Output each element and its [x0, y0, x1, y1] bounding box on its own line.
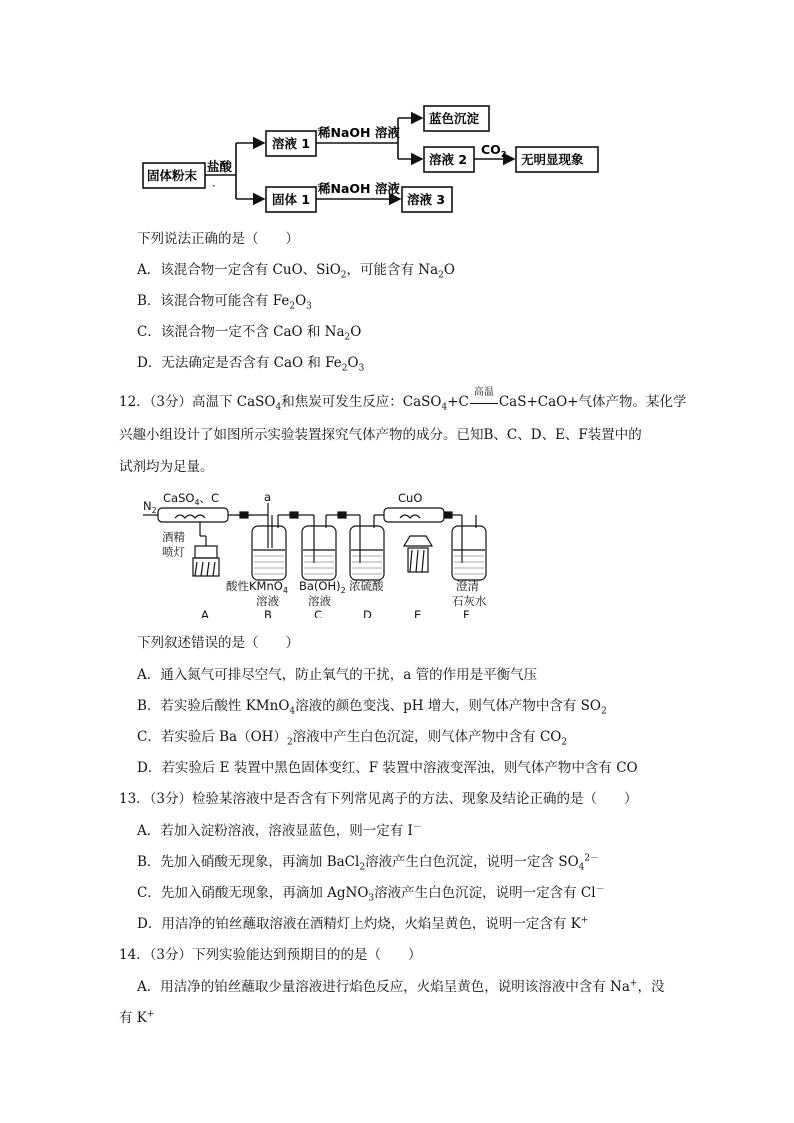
f-reagent-1: 澄清	[456, 579, 479, 593]
q12-option-c: C．若实验后 $Ba(OH)_2$溶液中产生白色沉淀，则气体产物中含有 $CO_2$	[137, 729, 568, 748]
q11-prompt: 下列说法正确的是（ ）	[137, 231, 299, 247]
a-tube-label: a	[264, 490, 272, 504]
solution3-label: 溶液 3	[407, 192, 446, 207]
letter-f: F	[463, 608, 470, 618]
q11-option-d: D．无法确定是否含有 CaO 和 $Fe_2O_3$	[137, 355, 365, 374]
q12-stem-line2: 兴趣小组设计了如图所示实验装置探究气体产物的成分。已知B、C、D、E、F装置中的	[119, 427, 642, 443]
q12-stem-line3: 试剂均为足量。	[119, 459, 214, 475]
lamp-label-2: 喷灯	[162, 545, 185, 559]
q12-option-a: A．通入氮气可排尽空气，防止氧气的干扰，a 管的作用是平衡气压	[137, 667, 538, 683]
naoh-bottom-label: 稀NaOH 溶液	[318, 181, 400, 196]
dot-mark: ·	[212, 179, 216, 193]
separation-flowchart	[0, 0, 794, 220]
letter-e: E	[414, 608, 422, 618]
co2-label: $CO_2$	[481, 142, 507, 159]
q11-option-a: A．该混合物一定含有 CuO、SiO$_2$，可能含有 $Na_2O$	[137, 262, 455, 281]
q11-option-b: B．该混合物可能含有 $Fe_2O_3$	[137, 293, 312, 312]
q12-option-d: D．若实验后 E 装置中黑色固体变红、F 装置中溶液变浑浊，则气体产物中含有 CO	[137, 760, 638, 776]
f-reagent-2: 石灰水	[452, 594, 487, 608]
d-reagent: 浓硫酸	[349, 579, 384, 593]
q13-option-a: A．若加入淀粉溶液，溶液显蓝色，则一定有 I－	[137, 822, 422, 839]
q14-option-a: A．用洁净的铂丝蘸取少量溶液进行焰色反应，火焰呈黄色，说明该溶液中含有 Na+，没	[137, 978, 665, 995]
no-change-label: 无明显现象	[521, 152, 584, 167]
apparatus-diagram	[0, 488, 794, 618]
n2-label: $N_2$	[143, 499, 157, 515]
q14-stem: 14．（3分）下列实验能达到预期目的的是（ ）	[119, 947, 422, 963]
hcl-label: 盐酸	[207, 159, 233, 174]
q14-option-a-cont: 有 K+	[119, 1009, 155, 1026]
lamp-label-1: 酒精	[162, 530, 185, 544]
letter-a: A	[201, 608, 209, 618]
q12-option-b: B．若实验后酸性 KMnO$_4$溶液的颜色变浅、pH 增大，则气体产物中含有 $SO_2$	[137, 698, 607, 717]
solid1-label: 固体 1	[272, 192, 311, 207]
letter-b: B	[264, 608, 272, 618]
solution1-label: 溶液 1	[272, 136, 311, 151]
reaction-condition: 高温	[469, 393, 499, 411]
cuo-label: CuO	[398, 491, 423, 505]
c-reagent-1: $Ba(OH)_2$	[299, 579, 346, 595]
b-reagent-1: 酸性KMnO$_4$	[226, 579, 288, 595]
q13-stem: 13．（3分）检验某溶液中是否含有下列常见离子的方法、现象及结论正确的是（ ）	[119, 791, 638, 807]
blue-precipitate-label: 蓝色沉淀	[429, 111, 480, 126]
b-reagent-2: 溶液	[256, 594, 279, 608]
q12-stem-line1: 12．（3分）高温下 CaSO$_4$和焦炭可发生反应：CaSO$_4$+C 高温 CaS+CaO+气体产物。某化学	[119, 387, 687, 413]
solid-powder-label: 固体粉末	[147, 168, 198, 183]
q13-option-d: D．用洁净的铂丝蘸取溶液在酒精灯上灼烧，火焰呈黄色，说明一定含有 K+	[137, 915, 589, 932]
letter-c: C	[314, 608, 323, 618]
q12-prompt: 下列叙述错误的是（ ）	[137, 635, 299, 651]
q13-option-b: B．先加入硝酸无现象，再滴加 BaCl$_2$溶液产生白色沉淀，说明一定含 $SO_4^{2-}$	[137, 853, 600, 873]
caso4-c-label: CaSO$_4$、C	[163, 491, 220, 507]
naoh-top-label: 稀NaOH 溶液	[318, 125, 400, 140]
solution2-label: 溶液 2	[429, 152, 468, 167]
q13-option-c: C．先加入硝酸无现象，再滴加 AgNO$_3$溶液产生白色沉淀，说明一定含有 Cl－	[137, 884, 605, 904]
c-reagent-2: 溶液	[308, 594, 331, 608]
q11-option-c: C．该混合物一定不含 CaO 和 $Na_2O$	[137, 324, 362, 343]
letter-d: D	[363, 608, 372, 618]
